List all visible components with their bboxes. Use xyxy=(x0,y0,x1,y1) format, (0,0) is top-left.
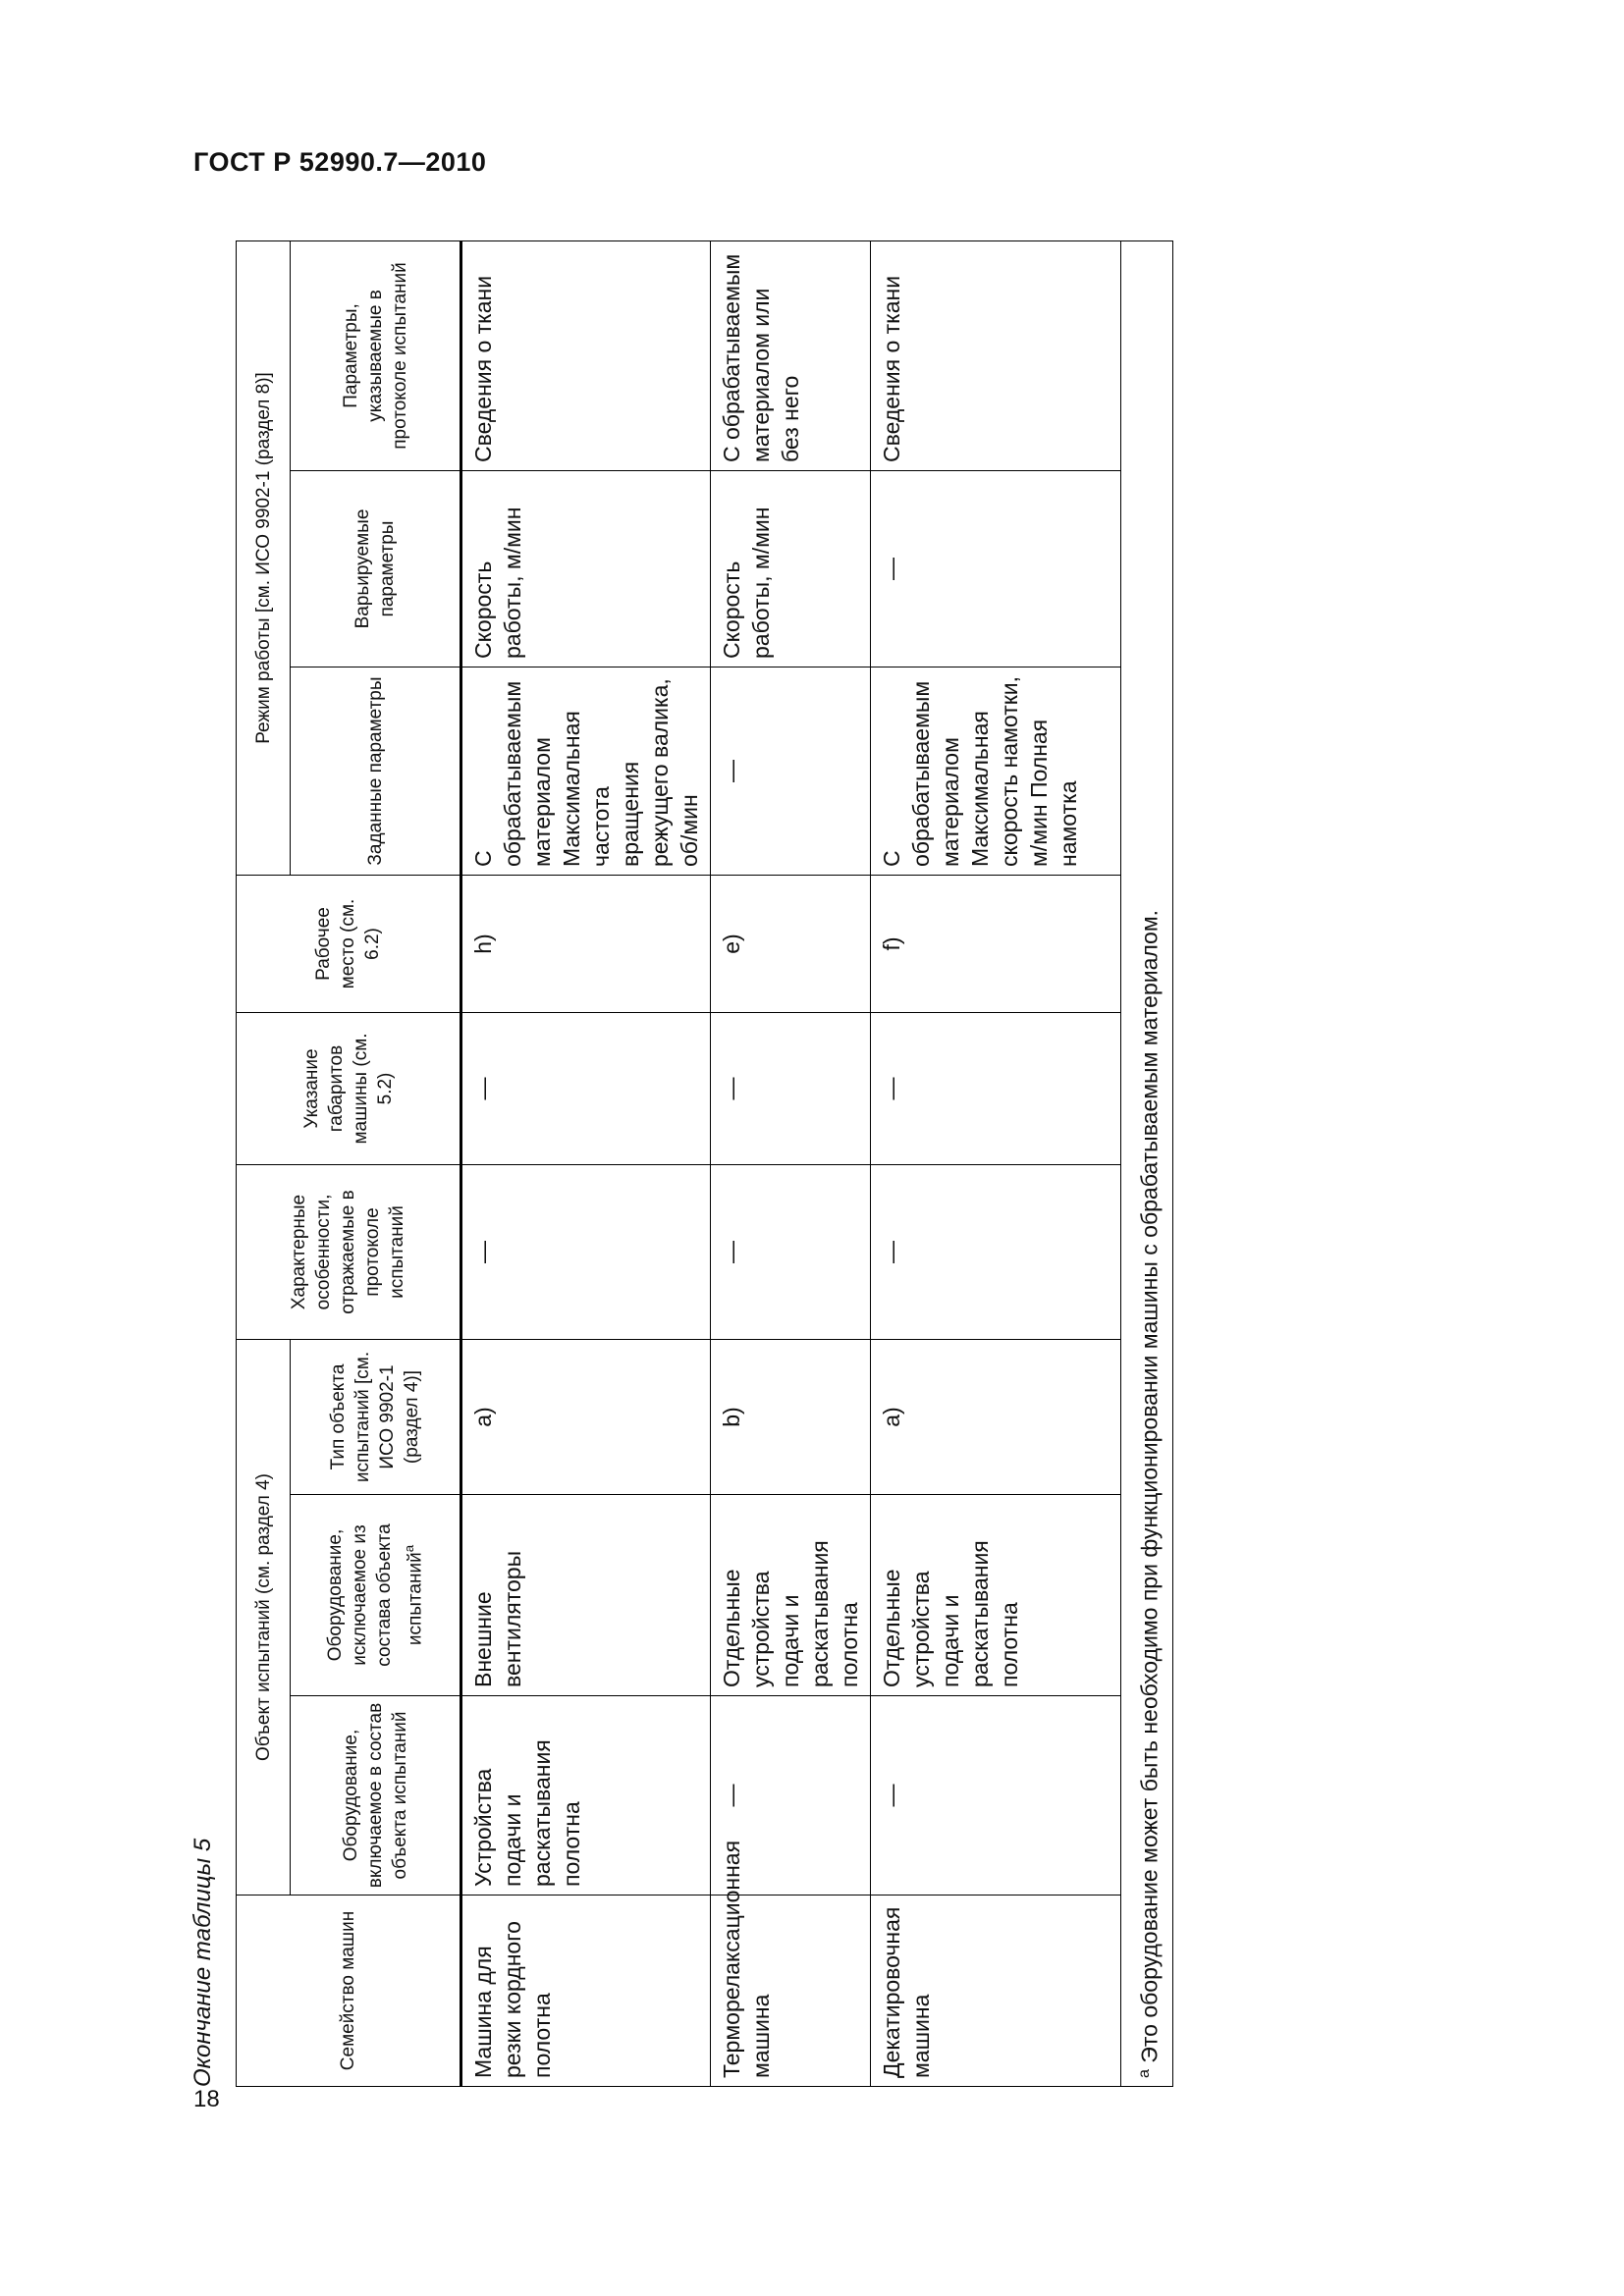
header-dimensions: Указание габаритов машины (см. 5.2) xyxy=(237,1013,461,1165)
cell-set-params: С обрабатываемым материалом Максимальная скорость намотки, м/мин Полная намотка xyxy=(871,667,1121,876)
cell-features: — xyxy=(711,1165,871,1340)
footnote-marker: a xyxy=(401,1544,416,1553)
header-workplace: Рабочее место (см. 6.2) xyxy=(237,876,461,1013)
cell-excluded: Отдельные устройства подачи и раскатывания полотна xyxy=(711,1495,871,1696)
cell-features: — xyxy=(871,1165,1121,1340)
footnote-marker: a xyxy=(1135,2069,1153,2078)
header-excluded-text: Оборудование, исключаемое из состава объекта испытаний xyxy=(324,1523,426,1667)
header-family: Семейство машин xyxy=(237,1896,461,2087)
table-footnote xyxy=(1121,240,1173,2086)
header-group-mode: Режим работы [см. ИСО 9902-1 (раздел 8)] xyxy=(237,240,291,875)
cell-excluded: Отдельные устройства подачи и раскатывания полотна xyxy=(871,1495,1121,1696)
cell-family: Декатировочная машина xyxy=(871,1896,1121,2087)
cell-var-params: Скорость работы, м/мин xyxy=(711,471,871,667)
page-number: 18 xyxy=(193,2086,220,2112)
rotated-table-block xyxy=(181,241,1163,2087)
table-container xyxy=(236,241,1173,2087)
cell-var-params: Скорость работы, м/мин xyxy=(461,471,711,667)
cell-included: — xyxy=(711,1696,871,1896)
header-var-params: Варьируемые параметры xyxy=(291,471,461,667)
header-type: Тип объекта испытаний [см. ИСО 9902-1 (раздел 4)] xyxy=(291,1340,461,1495)
cell-type: b) xyxy=(711,1340,871,1495)
cell-dimensions: — xyxy=(711,1013,871,1165)
header-set-params: Заданные параметры xyxy=(291,667,461,876)
header-excluded xyxy=(291,1495,461,1696)
data-table xyxy=(236,240,1173,2087)
cell-features: — xyxy=(461,1165,711,1340)
cell-workplace: f) xyxy=(871,876,1121,1013)
header-group-test-object: Объект испытаний (см. раздел 4) xyxy=(237,1340,291,1896)
cell-set-params: — xyxy=(711,667,871,876)
footnote-text: Это оборудование может быть необходимо при функционировании машины с обрабатываемым материалом. xyxy=(1136,909,1163,2063)
cell-family: Машина для резки кордного полотна xyxy=(461,1896,711,2087)
cell-family: Терморелаксационная машина xyxy=(711,1896,871,2087)
cell-report-params: Сведения о ткани xyxy=(871,240,1121,470)
table-row xyxy=(461,240,711,2086)
cell-excluded: Внешние вентиляторы xyxy=(461,1495,711,1696)
cell-report-params: С обрабатываемым материалом или без него xyxy=(711,240,871,470)
cell-set-params: С обрабатываемым материалом Максимальная частота вращения режущего валика, об/мин xyxy=(461,667,711,876)
header-included: Оборудование, включаемое в состав объекта испытаний xyxy=(291,1696,461,1896)
table-row xyxy=(871,240,1121,2086)
cell-type: a) xyxy=(871,1340,1121,1495)
header-features: Характерные особенности, отражаемые в протоколе испытаний xyxy=(237,1165,461,1340)
header-report-params: Параметры, указываемые в протоколе испытаний xyxy=(291,240,461,470)
table-footnote-row xyxy=(1121,240,1173,2086)
cell-workplace: h) xyxy=(461,876,711,1013)
cell-workplace: e) xyxy=(711,876,871,1013)
cell-included: Устройства подачи и раскатывания полотна xyxy=(461,1696,711,1896)
cell-dimensions: — xyxy=(461,1013,711,1165)
table-row xyxy=(711,240,871,2086)
cell-dimensions: — xyxy=(871,1013,1121,1165)
cell-var-params: — xyxy=(871,471,1121,667)
cell-type: a) xyxy=(461,1340,711,1495)
cell-included: — xyxy=(871,1696,1121,1896)
table-caption: Окончание таблицы 5 xyxy=(189,1838,216,2087)
cell-report-params: Сведения о ткани xyxy=(461,240,711,470)
document-header: ГОСТ Р 52990.7—2010 xyxy=(193,147,487,177)
